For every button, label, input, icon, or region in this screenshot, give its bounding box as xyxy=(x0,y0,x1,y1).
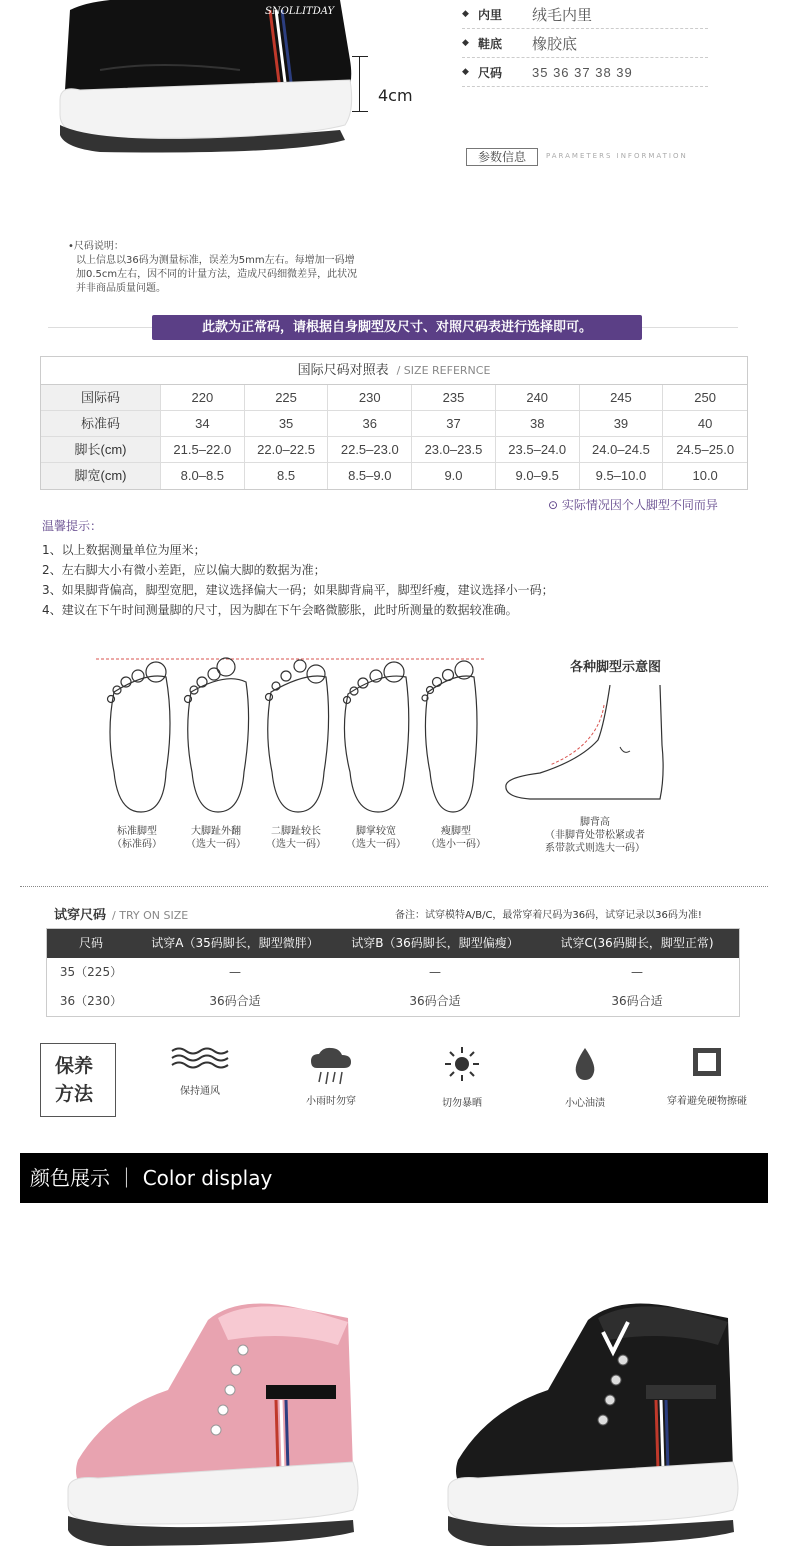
size-cell: 22.5–23.0 xyxy=(328,437,412,463)
size-cell: 37 xyxy=(412,411,496,437)
size-cell: 8.5–9.0 xyxy=(328,463,412,489)
size-cell: 245 xyxy=(580,385,664,411)
try-on-cell: 36码合适 xyxy=(409,994,461,1008)
foot-caption-long-second-toe: 二脚趾较长 （选大一码） xyxy=(266,826,326,850)
size-cell: 220 xyxy=(161,385,245,411)
try-on-cell: 36码合适 xyxy=(611,994,663,1008)
normal-size-banner: 此款为正常码，请根据自身脚型及尺寸、对照尺码表进行选择即可。 xyxy=(152,315,642,340)
try-on-cell: — xyxy=(631,965,643,979)
try-on-header-cell: 试穿B（36码脚长，脚型偏瘦） xyxy=(335,929,535,958)
size-cell: 230 xyxy=(328,385,412,411)
size-row-header: 脚长(cm) xyxy=(41,437,161,463)
foot-caption-standard: 标准脚型 （标准码） xyxy=(112,826,162,850)
height-dimension-label: 4cm xyxy=(378,86,413,105)
size-row-header: 脚宽(cm) xyxy=(41,463,161,489)
size-cell: 38 xyxy=(496,411,580,437)
size-table-title: 国际尺码对照表 / SIZE REFERNCE xyxy=(41,357,747,385)
size-cell: 10.0 xyxy=(692,468,718,483)
sun-icon xyxy=(444,1046,480,1082)
spec-list xyxy=(462,0,708,87)
size-cell: 24.5–25.0 xyxy=(663,437,747,463)
care-item-sun: 切勿暴晒 xyxy=(407,1046,517,1109)
actual-situation-note: ⊙ 实际情况因个人脚型不同而异 xyxy=(548,498,718,512)
foot-types-illustration xyxy=(96,652,496,817)
size-row-header: 标准码 xyxy=(41,411,161,437)
spec-row-sole: ◆ 鞋底 橡胶底 xyxy=(462,29,708,58)
spec-row-size: ◆ 尺码 35 36 37 38 39 xyxy=(462,58,708,87)
size-cell: 8.0–8.5 xyxy=(161,463,245,489)
size-cell: 34 xyxy=(161,411,245,437)
size-cell: 36 xyxy=(328,411,412,437)
rain-cloud-icon xyxy=(309,1046,353,1086)
try-on-header-cell: 试穿C(36码脚长，脚型正常) xyxy=(535,929,739,958)
foot-diagram-title: 各种脚型示意图 xyxy=(570,660,662,675)
try-on-grid xyxy=(47,929,739,1016)
height-dimension-line xyxy=(352,56,368,112)
foot-caption-thin: 瘦脚型 （选小一码） xyxy=(426,826,486,850)
size-cell: 8.5 xyxy=(245,463,329,489)
try-on-cell: 36码合适 xyxy=(209,994,261,1008)
diamond-bullet-icon: ◆ xyxy=(462,67,469,77)
try-on-cell: — xyxy=(429,965,441,979)
spec-row-lining: ◆ 内里 绒毛内里 xyxy=(462,0,708,29)
size-cell: 40 xyxy=(663,411,747,437)
diamond-bullet-icon: ◆ xyxy=(462,38,469,48)
size-cell: 35 xyxy=(245,411,329,437)
care-title-box: 保养 方法 xyxy=(40,1043,116,1117)
diamond-bullet-icon: ◆ xyxy=(462,9,469,19)
dotted-separator xyxy=(20,886,768,887)
size-cell: 23.5–24.0 xyxy=(496,437,580,463)
color-display-header: 颜色展示 ｜ Color display xyxy=(20,1153,768,1203)
pink-shoe-image xyxy=(48,1290,368,1546)
size-cell: 250 xyxy=(663,385,747,411)
foot-caption-bunion: 大脚趾外翻 （选大一码） xyxy=(186,826,246,850)
size-reference-table xyxy=(40,356,748,490)
black-shoe-image xyxy=(428,1290,748,1546)
size-cell: 9.5–10.0 xyxy=(580,463,664,489)
size-cell: 9.0 xyxy=(412,463,496,489)
try-on-header-cell: 尺码 xyxy=(47,929,135,958)
size-note: •尺码说明： 以上信息以36码为测量标准，误差为5mm左右。每增加一码增 加0.5cm左右，因不同的计量方法，造成尺码细微差异，此状况 并非商品质量问题。 xyxy=(68,241,358,294)
square-icon xyxy=(691,1046,723,1078)
try-on-title: 试穿尺码 / TRY ON SIZE xyxy=(54,908,189,923)
size-cell: 24.0–24.5 xyxy=(580,437,664,463)
size-cell: 39 xyxy=(580,411,664,437)
black-shoe-image-top xyxy=(40,0,360,170)
care-item-hard-objects: 穿着避免硬物擦碰 xyxy=(652,1046,762,1107)
params-label: 参数信息 xyxy=(466,148,538,166)
try-on-header-cell: 试穿A（35码脚长，脚型微胖） xyxy=(135,929,335,958)
size-table-grid xyxy=(41,385,747,489)
size-cell: 9.0–9.5 xyxy=(496,463,580,489)
foot-caption-wide: 脚掌较宽 （选大一码） xyxy=(346,826,406,850)
try-on-note: 备注：试穿模特A/B/C，最常穿着尺码为36码，试穿记录以36码为准! xyxy=(395,910,702,921)
size-cell: 225 xyxy=(245,385,329,411)
size-row-header: 国际码 xyxy=(41,385,161,411)
try-on-cell: 35（225） xyxy=(59,965,123,979)
try-on-table xyxy=(46,928,740,1017)
size-cell: 235 xyxy=(412,385,496,411)
care-item-ventilation: 保持通风 xyxy=(145,1046,255,1097)
shoe-brand-text: SNOLLITDAY xyxy=(265,6,335,17)
instep-caption: 脚背高 （非脚背处带松紧或者 系带款式则选大一码） xyxy=(545,817,645,854)
drop-icon xyxy=(572,1046,598,1082)
care-item-oil: 小心油渍 xyxy=(530,1046,640,1109)
size-cell: 21.5–22.0 xyxy=(161,437,245,463)
wave-icon xyxy=(170,1046,230,1070)
params-en-label: PARAMETERS INFORMATION xyxy=(546,152,688,160)
care-item-rain: 小雨时勿穿 xyxy=(276,1046,386,1107)
size-cell: 23.0–23.5 xyxy=(412,437,496,463)
tips-section: 温馨提示： 1、以上数据测量单位为厘米； 2、左右脚大小有微小差距，应以偏大脚的数据为准； 3、如果脚背偏高，脚型宽肥，建议选择偏大一码；如果脚背扁平，脚型纤瘦，建议选择小一码； 4、建议在下午时间测量脚的尺寸，因为脚在下午会略微膨胀，此时所测量的数据较准确。 xyxy=(42,519,554,617)
try-on-cell: — xyxy=(229,965,241,979)
try-on-cell: 36（230） xyxy=(59,994,123,1008)
size-cell: 240 xyxy=(496,385,580,411)
size-cell: 22.0–22.5 xyxy=(245,437,329,463)
instep-foot-illustration xyxy=(500,685,670,810)
